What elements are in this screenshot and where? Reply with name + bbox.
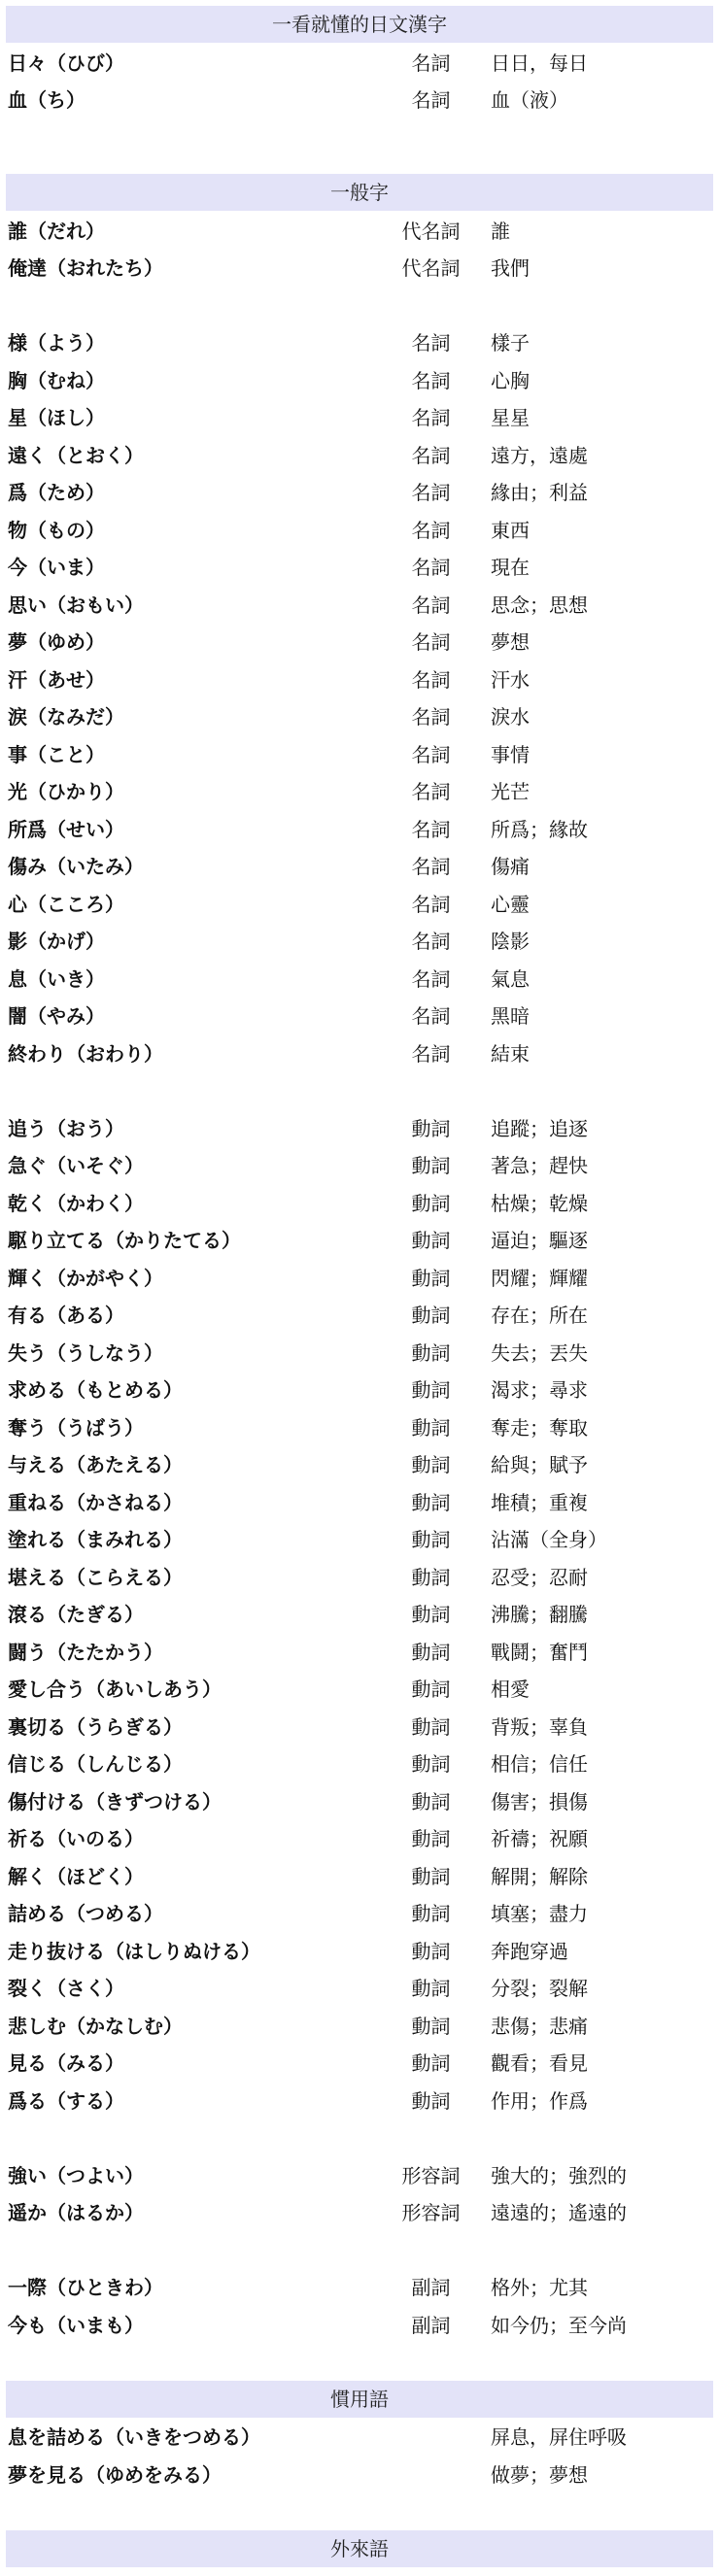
vocab-row: [0, 1781, 719, 1819]
vocab-row: [0, 2455, 719, 2492]
vocab-meaning: 戰鬪；奮鬥: [491, 1640, 588, 1664]
vocab-meaning: 遠方，遠處: [491, 443, 588, 467]
part-of-speech: 動詞: [411, 1116, 451, 1140]
vocab-meaning: 堆積；重複: [491, 1490, 588, 1514]
vocab-word: 強い（つよい）: [8, 2163, 144, 2187]
part-of-speech: 形容詞: [401, 2163, 461, 2187]
vocab-row: [0, 809, 719, 847]
vocab-word: 信じる（しんじる）: [8, 1752, 183, 1777]
vocab-meaning: 血（液）: [491, 88, 568, 113]
part-of-speech: 動詞: [411, 1378, 451, 1403]
vocab-word: 思い（おもい）: [8, 593, 144, 617]
vocab-word: 有る（ある）: [8, 1304, 124, 1328]
vocab-word: 物（もの）: [8, 518, 105, 542]
part-of-speech: 名詞: [411, 817, 451, 841]
vocab-word: 爲る（する）: [8, 2088, 124, 2113]
vocab-row: [0, 1146, 719, 1184]
part-of-speech: 動詞: [411, 1827, 451, 1851]
section-header: 外來語: [6, 2530, 713, 2567]
vocab-row: [0, 1557, 719, 1595]
vocab-row: [0, 1856, 719, 1894]
vocab-row: [0, 660, 719, 697]
group: [0, 323, 719, 1071]
vocab-row: [0, 2305, 719, 2343]
part-of-speech: 名詞: [411, 331, 451, 356]
vocab-meaning: 相愛: [491, 1678, 530, 1702]
vocab-word: 涙（なみだ）: [8, 705, 124, 729]
vocab-meaning: 光芒: [491, 780, 530, 804]
part-of-speech: 名詞: [411, 556, 451, 580]
vocab-word: 遥か（はるか）: [8, 2201, 144, 2225]
vocab-row: [0, 1745, 719, 1782]
vocab-meaning: 氣息: [491, 966, 530, 991]
vocab-meaning: 現在: [491, 556, 530, 580]
part-of-speech: 名詞: [411, 88, 451, 113]
vocab-meaning: 東西: [491, 518, 530, 542]
vocab-row: [0, 1707, 719, 1745]
vocab-meaning: 作用；作爲: [491, 2088, 588, 2113]
vocab-word: 詰める（つめる）: [8, 1902, 163, 1926]
vocab-word: 闘う（たたかう）: [8, 1640, 163, 1664]
part-of-speech: 動詞: [411, 1266, 451, 1290]
part-of-speech: 動詞: [411, 1490, 451, 1514]
part-of-speech: 動詞: [411, 1340, 451, 1365]
vocab-word: 見る（みる）: [8, 2051, 124, 2076]
part-of-speech: 副詞: [411, 2313, 451, 2337]
vocab-row: [0, 847, 719, 885]
vocab-meaning: 分裂；裂解: [491, 1977, 588, 2001]
vocab-meaning: 閃耀；輝耀: [491, 1266, 588, 1290]
vocab-row: [0, 1595, 719, 1633]
vocab-meaning: 如今仍；至今尚: [491, 2313, 627, 2337]
vocab-word: 俺達（おれたち）: [8, 256, 163, 281]
vocab-row: [0, 623, 719, 661]
vocab-meaning: 觀看；看見: [491, 2051, 588, 2076]
vocab-meaning: 思念；思想: [491, 593, 588, 617]
vocab-row: [0, 884, 719, 922]
part-of-speech: 動詞: [411, 1864, 451, 1888]
vocab-row: [0, 2418, 719, 2456]
vocab-word: 急ぐ（いそぐ）: [8, 1154, 144, 1178]
part-of-speech: 名詞: [411, 892, 451, 916]
vocab-word: 乾く（かわく）: [8, 1191, 144, 1215]
part-of-speech: 代名詞: [401, 219, 461, 243]
group: [0, 43, 719, 118]
vocab-word: 血（ち）: [8, 88, 86, 113]
part-of-speech: 形容詞: [401, 2201, 461, 2225]
vocab-row: [0, 548, 719, 586]
part-of-speech: 代名詞: [401, 256, 461, 281]
vocab-meaning: 事情: [491, 742, 530, 766]
vocab-row: [0, 323, 719, 361]
part-of-speech: 名詞: [411, 966, 451, 991]
vocab-row: [0, 473, 719, 511]
vocab-meaning: 填塞；盡力: [491, 1902, 588, 1926]
vocab-word: 闇（やみ）: [8, 1004, 105, 1029]
vocab-meaning: 背叛；辜負: [491, 1714, 588, 1739]
vocab-row: [0, 2155, 719, 2193]
vocab-meaning: 祈禱；祝願: [491, 1827, 588, 1851]
vocab-word: 遠く（とおく）: [8, 443, 144, 467]
vocab-meaning: 傷痛: [491, 855, 530, 879]
vocab-meaning: 給與；賦予: [491, 1453, 588, 1477]
vocab-word: 追う（おう）: [8, 1116, 124, 1140]
part-of-speech: 動詞: [411, 1528, 451, 1552]
vocab-word: 今も（いまも）: [8, 2313, 144, 2337]
group: [0, 1108, 719, 2118]
vocab-meaning: 強大的；強烈的: [491, 2163, 627, 2187]
vocab-word: 息を詰める（いきをつめる）: [8, 2425, 260, 2450]
vocab-row: [0, 360, 719, 398]
vocab-row: [0, 2193, 719, 2231]
section-general: [0, 174, 719, 2343]
vocab-word: 解く（ほどく）: [8, 1864, 144, 1888]
vocab-meaning: 淚水: [491, 705, 530, 729]
vocab-word: 日々（ひび）: [8, 51, 124, 75]
vocab-word: 心（こころ）: [8, 892, 124, 916]
vocab-word: 一際（ひときわ）: [8, 2276, 163, 2300]
part-of-speech: 動詞: [411, 1415, 451, 1440]
part-of-speech: 動詞: [411, 1752, 451, 1777]
vocab-word: 夢（ゆめ）: [8, 630, 105, 655]
part-of-speech: 動詞: [411, 1453, 451, 1477]
part-of-speech: 動詞: [411, 2051, 451, 2076]
vocab-row: [0, 697, 719, 735]
vocab-meaning: 枯燥；乾燥: [491, 1191, 588, 1215]
vocab-word: 傷み（いたみ）: [8, 855, 144, 879]
section-idioms: [0, 2381, 719, 2492]
vocab-row: [0, 81, 719, 119]
vocab-row: [0, 1221, 719, 1259]
vocab-meaning: 沾滿（全身）: [491, 1528, 607, 1552]
part-of-speech: 動詞: [411, 1603, 451, 1627]
vocab-row: [0, 1034, 719, 1071]
part-of-speech: 名詞: [411, 406, 451, 430]
part-of-speech: 動詞: [411, 2088, 451, 2113]
section-header: 慣用語: [6, 2381, 713, 2418]
vocab-meaning: 沸騰；翻騰: [491, 1603, 588, 1627]
vocab-word: 滾る（たぎる）: [8, 1603, 144, 1627]
vocab-word: 光（ひかり）: [8, 780, 124, 804]
part-of-speech: 動詞: [411, 1902, 451, 1926]
vocab-word: 傷付ける（きずつける）: [8, 1789, 222, 1813]
vocab-meaning: 屏息，屏住呼吸: [491, 2425, 627, 2450]
vocab-word: 与える（あたえる）: [8, 1453, 183, 1477]
vocab-meaning: 存在；所在: [491, 1304, 588, 1328]
vocab-meaning: 奪走；奪取: [491, 1415, 588, 1440]
vocab-meaning: 格外；尤其: [491, 2276, 588, 2300]
group: [0, 2418, 719, 2492]
part-of-speech: 動詞: [411, 1229, 451, 1253]
part-of-speech: 名詞: [411, 51, 451, 75]
vocab-row: [0, 1482, 719, 1520]
vocab-row: [0, 1108, 719, 1146]
group: [0, 211, 719, 286]
section-header: 一看就懂的日文漢字: [6, 6, 713, 43]
vocab-row: [0, 1520, 719, 1558]
vocab-word: 祈る（いのる）: [8, 1827, 144, 1851]
vocab-meaning: 誰: [491, 219, 510, 243]
vocab-row: [0, 249, 719, 287]
vocab-word: 裂く（さく）: [8, 1977, 124, 2001]
vocabulary-page: [0, 6, 719, 2576]
vocab-meaning: 解開；解除: [491, 1864, 588, 1888]
section-header: 一般字: [6, 174, 713, 211]
vocab-row: [0, 2081, 719, 2118]
vocab-word: 裏切る（うらぎる）: [8, 1714, 183, 1739]
part-of-speech: 名詞: [411, 667, 451, 692]
part-of-speech: 名詞: [411, 930, 451, 954]
vocab-row: [0, 435, 719, 473]
vocab-row: [0, 1969, 719, 2007]
vocab-row: [0, 1258, 719, 1296]
vocab-row: [0, 772, 719, 810]
vocab-word: 失う（うしなう）: [8, 1340, 163, 1365]
vocab-word: 誰（だれ）: [8, 219, 105, 243]
vocab-word: 愛し合う（あいしあう）: [8, 1678, 222, 1702]
part-of-speech: 動詞: [411, 1640, 451, 1664]
part-of-speech: 名詞: [411, 593, 451, 617]
vocab-row: [0, 1407, 719, 1445]
vocab-word: 夢を見る（ゆめをみる）: [8, 2462, 222, 2487]
vocab-meaning: 失去；丟失: [491, 1340, 588, 1365]
vocab-meaning: 我們: [491, 256, 530, 281]
vocab-meaning: 樣子: [491, 331, 530, 356]
vocab-row: [0, 2268, 719, 2306]
part-of-speech: 名詞: [411, 481, 451, 505]
vocab-meaning: 心胸: [491, 368, 530, 392]
group: [0, 2268, 719, 2343]
part-of-speech: 名詞: [411, 630, 451, 655]
vocab-word: 塗れる（まみれる）: [8, 1528, 183, 1552]
part-of-speech: 名詞: [411, 368, 451, 392]
vocab-meaning: 渴求；尋求: [491, 1378, 588, 1403]
part-of-speech: 動詞: [411, 1565, 451, 1589]
vocab-meaning: 遠遠的；遙遠的: [491, 2201, 627, 2225]
part-of-speech: 名詞: [411, 518, 451, 542]
vocab-word: 駆り立てる（かりたてる）: [8, 1229, 241, 1253]
part-of-speech: 動詞: [411, 1304, 451, 1328]
vocab-word: 影（かげ）: [8, 930, 105, 954]
vocab-meaning: 傷害；損傷: [491, 1789, 588, 1813]
vocab-row: [0, 997, 719, 1034]
part-of-speech: 動詞: [411, 1789, 451, 1813]
vocab-meaning: 黑暗: [491, 1004, 530, 1029]
part-of-speech: 動詞: [411, 1191, 451, 1215]
group: [0, 2155, 719, 2230]
part-of-speech: 動詞: [411, 1714, 451, 1739]
vocab-row: [0, 1333, 719, 1371]
vocab-word: 星（ほし）: [8, 406, 105, 430]
vocab-row: [0, 1371, 719, 1408]
vocab-meaning: 逼迫；驅逐: [491, 1229, 588, 1253]
vocab-meaning: 追蹤；追逐: [491, 1116, 588, 1140]
vocab-word: 重ねる（かさねる）: [8, 1490, 183, 1514]
vocab-word: 汗（あせ）: [8, 667, 105, 692]
vocab-row: [0, 211, 719, 249]
vocab-word: 終わり（おわり）: [8, 1041, 163, 1066]
part-of-speech: 名詞: [411, 443, 451, 467]
part-of-speech: 名詞: [411, 742, 451, 766]
vocab-row: [0, 2044, 719, 2082]
vocab-row: [0, 1632, 719, 1670]
vocab-meaning: 忍受；忍耐: [491, 1565, 588, 1589]
vocab-meaning: 日日，每日: [491, 51, 588, 75]
vocab-row: [0, 1183, 719, 1221]
vocab-meaning: 做夢；夢想: [491, 2462, 588, 2487]
vocab-row: [0, 1931, 719, 1969]
vocab-word: 輝く（かがやく）: [8, 1266, 163, 1290]
vocab-row: [0, 734, 719, 772]
vocab-word: 息（いき）: [8, 966, 105, 991]
vocab-word: 奪う（うばう）: [8, 1415, 144, 1440]
vocab-row: [0, 1819, 719, 1857]
vocab-row: [0, 43, 719, 81]
part-of-speech: 名詞: [411, 1004, 451, 1029]
vocab-meaning: 相信；信任: [491, 1752, 588, 1777]
vocab-meaning: 心靈: [491, 892, 530, 916]
vocab-word: 悲しむ（かなしむ）: [8, 2014, 183, 2038]
vocab-word: 所爲（せい）: [8, 817, 124, 841]
vocab-meaning: 汗水: [491, 667, 530, 692]
vocab-row: [0, 1894, 719, 1932]
vocab-meaning: 夢想: [491, 630, 530, 655]
vocab-row: [0, 398, 719, 436]
vocab-word: 堪える（こらえる）: [8, 1565, 183, 1589]
vocab-word: 事（こと）: [8, 742, 105, 766]
vocab-word: 今（いま）: [8, 556, 105, 580]
part-of-speech: 動詞: [411, 1977, 451, 2001]
vocab-row: [0, 1670, 719, 1708]
vocab-word: 求める（もとめる）: [8, 1378, 183, 1403]
vocab-row: [0, 585, 719, 623]
vocab-row: [0, 959, 719, 997]
vocab-meaning: 緣由；利益: [491, 481, 588, 505]
vocab-meaning: 悲傷；悲痛: [491, 2014, 588, 2038]
section-loanwords: [0, 2530, 719, 2567]
vocab-row: [0, 922, 719, 960]
vocab-meaning: 陰影: [491, 930, 530, 954]
vocab-word: 走り抜ける（はしりぬける）: [8, 1939, 260, 1963]
part-of-speech: 動詞: [411, 1939, 451, 1963]
part-of-speech: 動詞: [411, 2014, 451, 2038]
vocab-word: 胸（むね）: [8, 368, 105, 392]
vocab-word: 様（よう）: [8, 331, 105, 356]
section-kanji: [0, 6, 719, 118]
vocab-word: 爲（ため）: [8, 481, 105, 505]
part-of-speech: 動詞: [411, 1154, 451, 1178]
part-of-speech: 名詞: [411, 780, 451, 804]
vocab-row: [0, 1296, 719, 1334]
part-of-speech: 名詞: [411, 1041, 451, 1066]
vocab-meaning: 結束: [491, 1041, 530, 1066]
vocab-row: [0, 2006, 719, 2044]
vocab-row: [0, 1445, 719, 1483]
part-of-speech: 副詞: [411, 2276, 451, 2300]
part-of-speech: 名詞: [411, 705, 451, 729]
vocab-meaning: 著急；趕快: [491, 1154, 588, 1178]
vocab-row: [0, 510, 719, 548]
part-of-speech: 動詞: [411, 1678, 451, 1702]
vocab-meaning: 奔跑穿過: [491, 1939, 568, 1963]
vocab-meaning: 所爲；緣故: [491, 817, 588, 841]
vocab-meaning: 星星: [491, 406, 530, 430]
part-of-speech: 名詞: [411, 855, 451, 879]
